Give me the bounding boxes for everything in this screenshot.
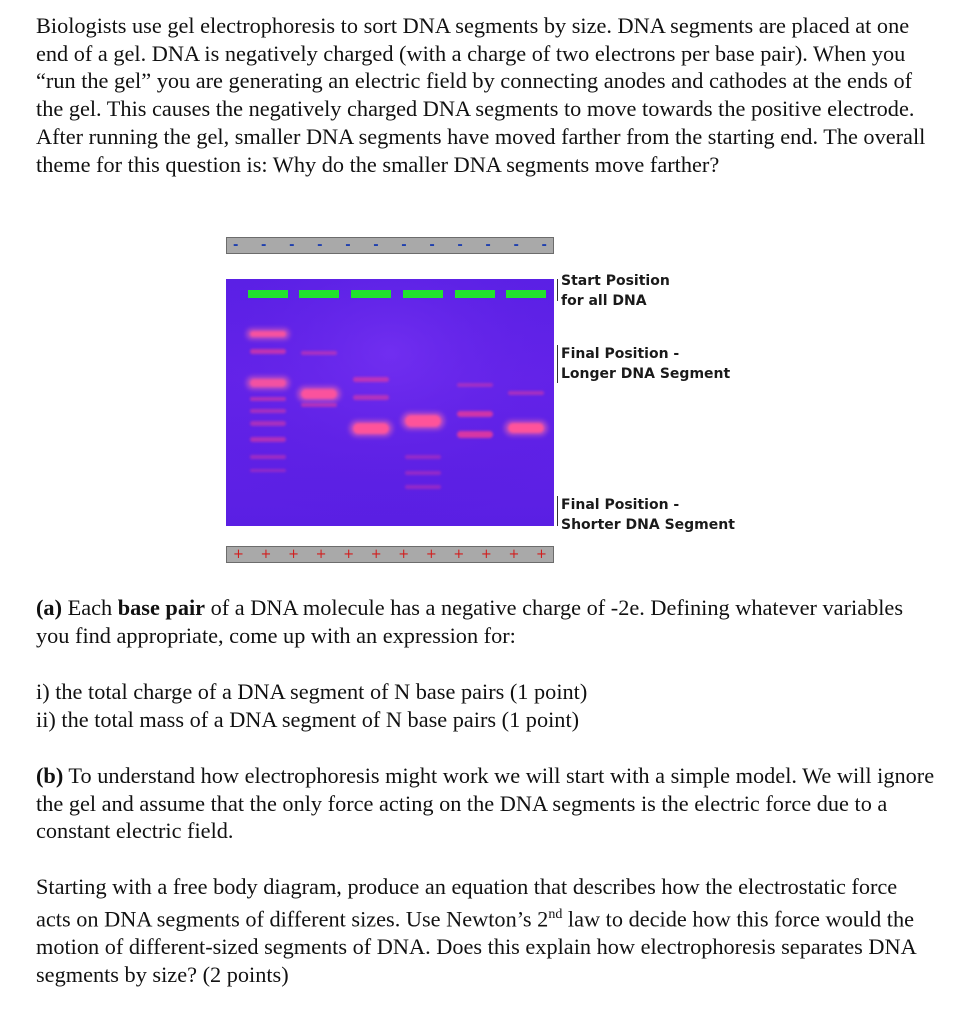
positive-electrode xyxy=(226,546,554,563)
dna-band xyxy=(250,409,286,413)
intro-paragraph: Biologists use gel electrophoresis to sort DNA segments by size. DNA segments are placed at one end of a gel. DNA is negatively charged (with a charge of two electrons per base pair). When you “run the gel” you are generating an electric field by connecting anodes and cathodes at the ends of the gel. This causes the negatively charged DNA segments to move towards the positive electrode. After running the gel, smaller DNA segments have moved farther from the starting end. The overall theme for this question is: Why do the smaller DNA segments move farther? xyxy=(36,13,926,177)
dna-band-glow xyxy=(246,328,290,340)
plus-sign: + xyxy=(315,547,327,562)
minus-sign: - xyxy=(261,238,267,253)
dna-band xyxy=(508,391,544,395)
dna-band xyxy=(405,471,441,475)
long-label-line2: Longer DNA Segment xyxy=(561,366,731,382)
part-a-item-i: i) the total charge of a DNA segment of N base pairs (1 point) xyxy=(36,679,588,704)
part-b-prompt xyxy=(36,762,936,845)
dna-band xyxy=(353,395,389,400)
dna-band xyxy=(457,411,493,417)
plus-sign: + xyxy=(343,547,355,562)
part-b-q-post: law to decide how this force would the motion of different-sized segments of DNA. Does this explain how electrophoresis separates DNA segments by size? (2 points) xyxy=(36,906,916,987)
part-b-q-sup: nd xyxy=(548,906,563,922)
dna-band xyxy=(457,431,493,438)
dna-band-glow xyxy=(246,376,290,390)
negative-electrode xyxy=(226,237,554,254)
long-label-line1: Final Position - xyxy=(561,346,680,362)
part-a-items xyxy=(36,678,936,733)
dna-band xyxy=(250,397,286,401)
minus-sign: - xyxy=(289,238,295,253)
plus-sign: + xyxy=(370,547,382,562)
part-a-prompt xyxy=(36,594,936,649)
dna-band xyxy=(250,455,286,459)
dna-band xyxy=(405,485,441,489)
part-b-label: (b) xyxy=(36,763,64,788)
short-label-line1: Final Position - xyxy=(561,497,680,513)
start-band xyxy=(351,290,391,298)
longer-segment-label xyxy=(561,344,730,384)
base-pair-term: base pair xyxy=(117,595,206,620)
gel-image xyxy=(226,279,554,526)
start-label-line1: Start Position xyxy=(561,273,670,289)
start-band xyxy=(248,290,288,298)
start-band xyxy=(455,290,495,298)
minus-sign: - xyxy=(373,238,379,253)
plus-sign: + xyxy=(260,547,272,562)
start-label-line2: for all DNA xyxy=(561,293,647,309)
dna-band xyxy=(457,383,493,387)
minus-sign: - xyxy=(345,238,351,253)
plus-sign: + xyxy=(480,547,492,562)
plus-sign: + xyxy=(453,547,465,562)
minus-sign: - xyxy=(485,238,491,253)
plus-sign: + xyxy=(536,547,547,562)
minus-sign: - xyxy=(317,238,323,253)
part-a-label: (a) xyxy=(36,595,62,620)
part-b-q-pre: Starting with a free body diagram, produce an equation that describes how the electrostatic force acts on DNA segments of different sizes. Use Newton’s 2 xyxy=(36,874,898,932)
dna-band xyxy=(405,455,441,459)
short-label-rule xyxy=(557,496,558,526)
minus-sign: - xyxy=(513,238,519,253)
gel-drawing xyxy=(226,279,554,526)
plus-sign: + xyxy=(398,547,410,562)
minus-sign: - xyxy=(233,238,239,253)
dna-band-glow xyxy=(349,420,393,437)
minus-sign: - xyxy=(401,238,407,253)
minus-sign: - xyxy=(457,238,463,253)
part-a-item-ii: ii) the total mass of a DNA segment of N base pairs (1 point) xyxy=(36,706,580,732)
start-position-label xyxy=(561,271,670,311)
dna-band xyxy=(250,349,286,354)
start-label-rule xyxy=(557,279,558,301)
dna-band xyxy=(301,351,337,355)
dna-band xyxy=(353,377,389,382)
dna-band-glow xyxy=(401,412,445,430)
dna-band xyxy=(301,403,337,407)
dna-band-glow xyxy=(297,386,341,402)
dna-band xyxy=(250,469,286,472)
short-label-line2: Shorter DNA Segment xyxy=(561,517,735,533)
minus-sign: - xyxy=(541,238,547,253)
dna-band xyxy=(250,437,286,442)
part-b-text: To understand how electrophoresis might work we will start with a simple model. We will ignore the gel and assume that the only force acting on the DNA segments is the electric force due to a constant electric field. xyxy=(36,763,935,844)
shorter-segment-label xyxy=(561,495,735,535)
dna-band-glow xyxy=(504,420,548,436)
start-band xyxy=(403,290,443,298)
minus-sign: - xyxy=(429,238,435,253)
part-a-text-post: of a DNA molecule has a negative charge of -2e. Defining whatever variables you find appropriate, come up with an expression for: xyxy=(36,595,904,648)
start-band xyxy=(506,290,546,298)
part-a-text-pre: Each xyxy=(62,595,118,620)
long-label-rule xyxy=(557,345,558,383)
start-band xyxy=(299,290,339,298)
plus-sign: + xyxy=(288,547,299,562)
plus-sign: + xyxy=(425,547,437,562)
plus-sign: + xyxy=(508,547,520,562)
dna-band xyxy=(250,421,286,426)
plus-sign: + xyxy=(233,547,244,562)
part-b-question xyxy=(36,873,936,988)
